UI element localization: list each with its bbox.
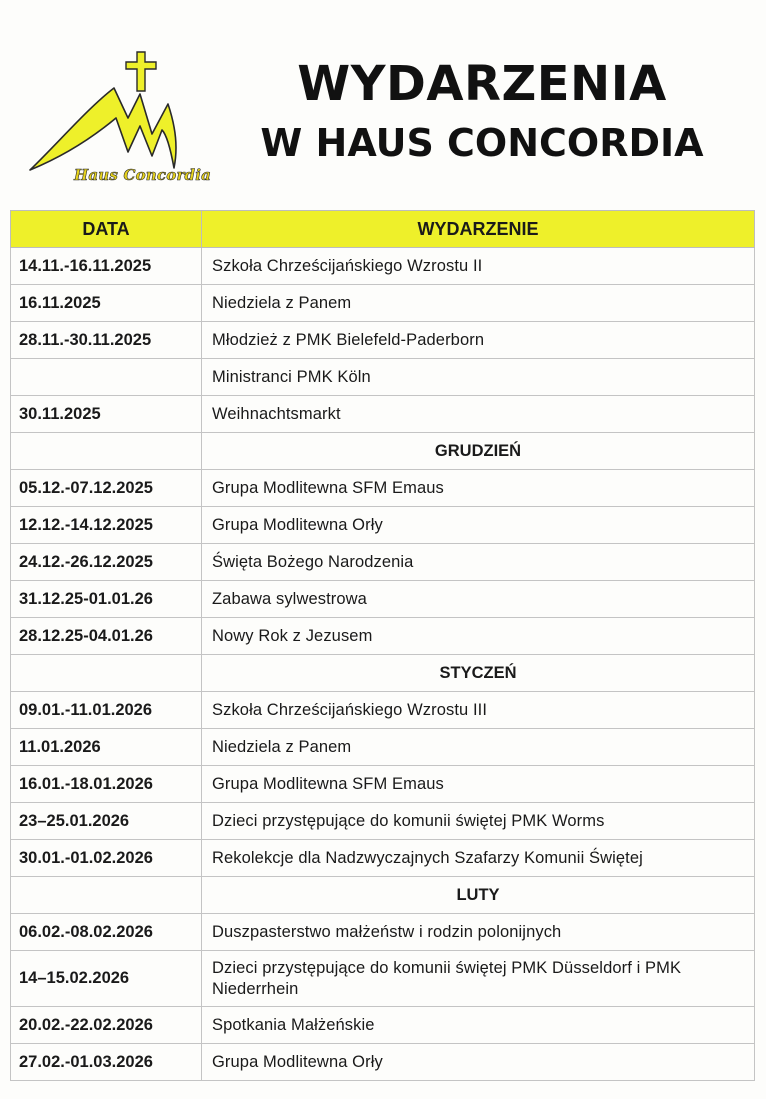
title-line-2: W HAUS CONCORDIA	[260, 121, 704, 165]
table-row	[11, 766, 755, 803]
column-header-event: WYDARZENIE	[202, 211, 755, 248]
event-name: Dzieci przystępujące do komunii świętej PMK Düsseldorf i PMK Niederrhein	[202, 951, 755, 1007]
title-line-1: WYDARZENIA	[297, 56, 667, 112]
event-date: 23–25.01.2026	[11, 803, 202, 840]
table-row	[11, 285, 755, 322]
event-date: 06.02.-08.02.2026	[11, 914, 202, 951]
table-row	[11, 1044, 755, 1081]
table-row	[11, 692, 755, 729]
month-label: GRUDZIEŃ	[202, 433, 755, 470]
event-date: 05.12.-07.12.2025	[11, 470, 202, 507]
event-date: 12.12.-14.12.2025	[11, 507, 202, 544]
event-date: 16.01.-18.01.2026	[11, 766, 202, 803]
month-row	[11, 655, 755, 692]
column-header-date: DATA	[11, 211, 202, 248]
month-label: LUTY	[202, 877, 755, 914]
table-row	[11, 803, 755, 840]
events-table-body	[11, 248, 755, 1081]
table-row	[11, 544, 755, 581]
event-date: 14.11.-16.11.2025	[11, 248, 202, 285]
table-row	[11, 507, 755, 544]
table-row	[11, 359, 755, 396]
table-row	[11, 581, 755, 618]
month-row	[11, 433, 755, 470]
event-name: Grupa Modlitewna SFM Emaus	[202, 470, 755, 507]
event-name: Dzieci przystępujące do komunii świętej PMK Worms	[202, 803, 755, 840]
page-title	[232, 56, 732, 166]
event-name: Niedziela z Panem	[202, 285, 755, 322]
event-name: Spotkania Małżeńskie	[202, 1007, 755, 1044]
month-row	[11, 877, 755, 914]
event-name: Grupa Modlitewna Orły	[202, 1044, 755, 1081]
table-row	[11, 618, 755, 655]
table-row	[11, 914, 755, 951]
event-name: Ministranci PMK Köln	[202, 359, 755, 396]
event-date: 28.12.25-04.01.26	[11, 618, 202, 655]
event-name: Duszpasterstwo małżeństw i rodzin polonijnych	[202, 914, 755, 951]
event-date: 31.12.25-01.01.26	[11, 581, 202, 618]
table-row	[11, 1007, 755, 1044]
event-date	[11, 359, 202, 396]
table-row	[11, 322, 755, 359]
event-date: 30.11.2025	[11, 396, 202, 433]
event-date: 14–15.02.2026	[11, 951, 202, 1007]
event-name: Weihnachtsmarkt	[202, 396, 755, 433]
event-name: Rekolekcje dla Nadzwyczajnych Szafarzy Komunii Świętej	[202, 840, 755, 877]
logo-text: Haus Concordia	[74, 166, 212, 184]
month-label: STYCZEŃ	[202, 655, 755, 692]
header	[0, 0, 766, 200]
table-row	[11, 951, 755, 1007]
month-date-cell	[11, 655, 202, 692]
event-date: 09.01.-11.01.2026	[11, 692, 202, 729]
event-date: 20.02.-22.02.2026	[11, 1007, 202, 1044]
table-row	[11, 396, 755, 433]
event-name: Szkoła Chrześcijańskiego Wzrostu III	[202, 692, 755, 729]
table-row	[11, 840, 755, 877]
event-date: 24.12.-26.12.2025	[11, 544, 202, 581]
event-name: Święta Bożego Narodzenia	[202, 544, 755, 581]
event-date: 30.01.-01.02.2026	[11, 840, 202, 877]
month-date-cell	[11, 433, 202, 470]
event-name: Nowy Rok z Jezusem	[202, 618, 755, 655]
event-date: 11.01.2026	[11, 729, 202, 766]
event-date: 28.11.-30.11.2025	[11, 322, 202, 359]
event-name: Szkoła Chrześcijańskiego Wzrostu II	[202, 248, 755, 285]
month-date-cell	[11, 877, 202, 914]
table-header-row	[11, 211, 755, 248]
table-row	[11, 729, 755, 766]
table-row	[11, 470, 755, 507]
events-table	[10, 210, 755, 1081]
event-name: Zabawa sylwestrowa	[202, 581, 755, 618]
event-name: Grupa Modlitewna Orły	[202, 507, 755, 544]
event-name: Grupa Modlitewna SFM Emaus	[202, 766, 755, 803]
event-date: 27.02.-01.03.2026	[11, 1044, 202, 1081]
event-date: 16.11.2025	[11, 285, 202, 322]
table-row	[11, 248, 755, 285]
event-name: Młodzież z PMK Bielefeld-Paderborn	[202, 322, 755, 359]
event-name: Niedziela z Panem	[202, 729, 755, 766]
